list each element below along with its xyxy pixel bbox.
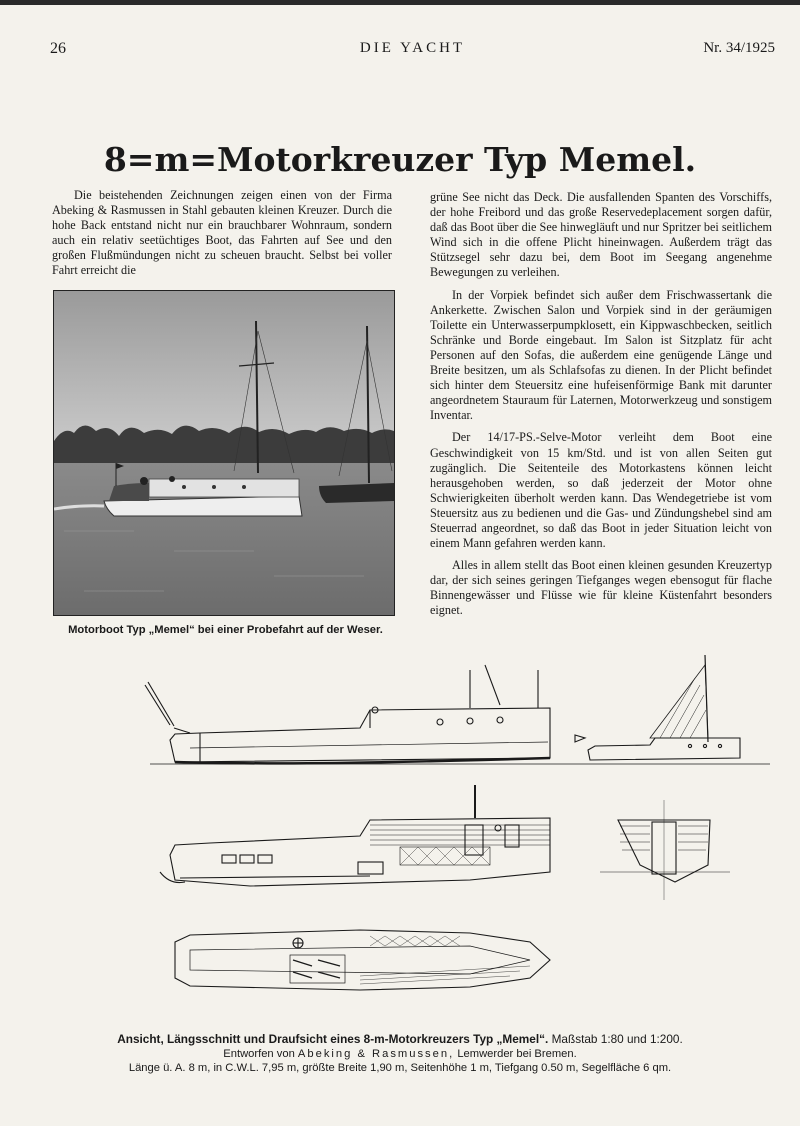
drawing-caption-line1 [0, 1032, 800, 1046]
issue-number: Nr. 34/1925 [703, 40, 775, 56]
right-column [430, 190, 772, 626]
drawing-caption-scale: Maßstab 1:80 und 1:200. [551, 1032, 683, 1046]
page-number: 26 [50, 40, 66, 57]
drawing-caption-specs: Länge ü. A. 8 m, in C.W.L. 7,95 m, größte Breite 1,90 m, Seitenhöhe 1 m, Tiefgang 0.50 m, Segelfläche 6 qm. [128, 1062, 672, 1074]
paragraph: Die beistehenden Zeichnungen zeigen einen von der Firma Abeking & Rasmussen in Stahl gebauten kleinen Kreuzer. Durch die hohe Back entstand nicht nur ein brauchbarer Wohnraum, sondern auch ein relativ seetüchtiges Boot, das Fahrten auf See und den großen Flußmündungen nicht zu scheuen braucht. Selbst bei voller Fahrt erreicht die [52, 188, 392, 278]
paragraph: Alles in allem stellt das Boot einen kleinen gesunden Kreuzertyp dar, der sich seines geringen Tiefganges wegen ebensogut für flache Binnengewässer und Flüsse wie für kleine Küstenfahrt besonders eignet. [430, 558, 772, 618]
paragraph: grüne See nicht das Deck. Die ausfallenden Spanten des Vorschiffs, der hohe Freibord und das große Reservedeplacement sorgen dafür, daß das Boot über die See hinwegläuft und nur Spritzer bei seitlichem Wind sich in die offene Plicht hineinwagen. Außerdem trägt das Stützsegel sehr dazu bei, dem Boot im Seegang angenehme Bewegungen zu verleihen. [430, 190, 772, 280]
paragraph: Der 14/17-PS.-Selve-Motor verleiht dem Boot eine Geschwindigkeit von 15 km/Std. und ist von allen Seiten gut zugänglich. Die Seitenteile des Motorkastens können leicht herausgehoben werden, so daß jederzeit der Motor ohne Schwierigkeiten überholt werden kann. Das Wendegetriebe ist vom Steuersitz aus zu bedienen und die Gas- und Zündungshebel sind am Steuerrad angeordnet, so daß das Boot in jeder Situation leicht von einem Mann gefahren werden kann. [430, 430, 772, 551]
drawing-caption-title: Ansicht, Längsschnitt und Draufsicht eines 8-m-Motorkreuzers Typ „Memel“. [117, 1032, 549, 1046]
drawing-caption-line2 [0, 1048, 800, 1060]
drawing-caption-designer-prefix: Entworfen von [223, 1048, 295, 1060]
boat-technical-drawing [130, 650, 780, 1030]
paragraph: In der Vorpiek befindet sich außer dem Frischwassertank die Ankerkette. Zwischen Salon und Vorpiek sind in der geräumigen Toilette ein Unterwasserpumpklosett, ein Kippwaschbecken, seitlich Schränke und Borde eingebaut. Im Salon ist Sitzplatz für acht Personen auf den Sofas, die außerdem eine genügende Länge und Breite besitzen, um als Schlafsofas zu dienen. In der Plicht befindet sich hinter dem Steuersitz eine hufeisenförmige Bank mit darunter angeordnetem Stauraum für Laternen, Motorwerkzeug und sonstigem Inventar. [430, 287, 772, 423]
photo-caption: Motorboot Typ „Memel“ bei einer Probefahrt auf der Weser. [68, 624, 383, 636]
magazine-title: DIE YACHT [359, 40, 466, 56]
drawing-caption-firm: Abeking & Rasmussen, [297, 1048, 455, 1060]
left-column [52, 188, 392, 286]
article-title: 8=m=Motorkreuzer Typ Memel. [103, 140, 697, 179]
page-header [50, 40, 775, 64]
boat-photo [53, 290, 395, 616]
drawing-caption-location: Lemwerder bei Bremen. [457, 1048, 577, 1060]
page-top-edge [0, 0, 800, 5]
